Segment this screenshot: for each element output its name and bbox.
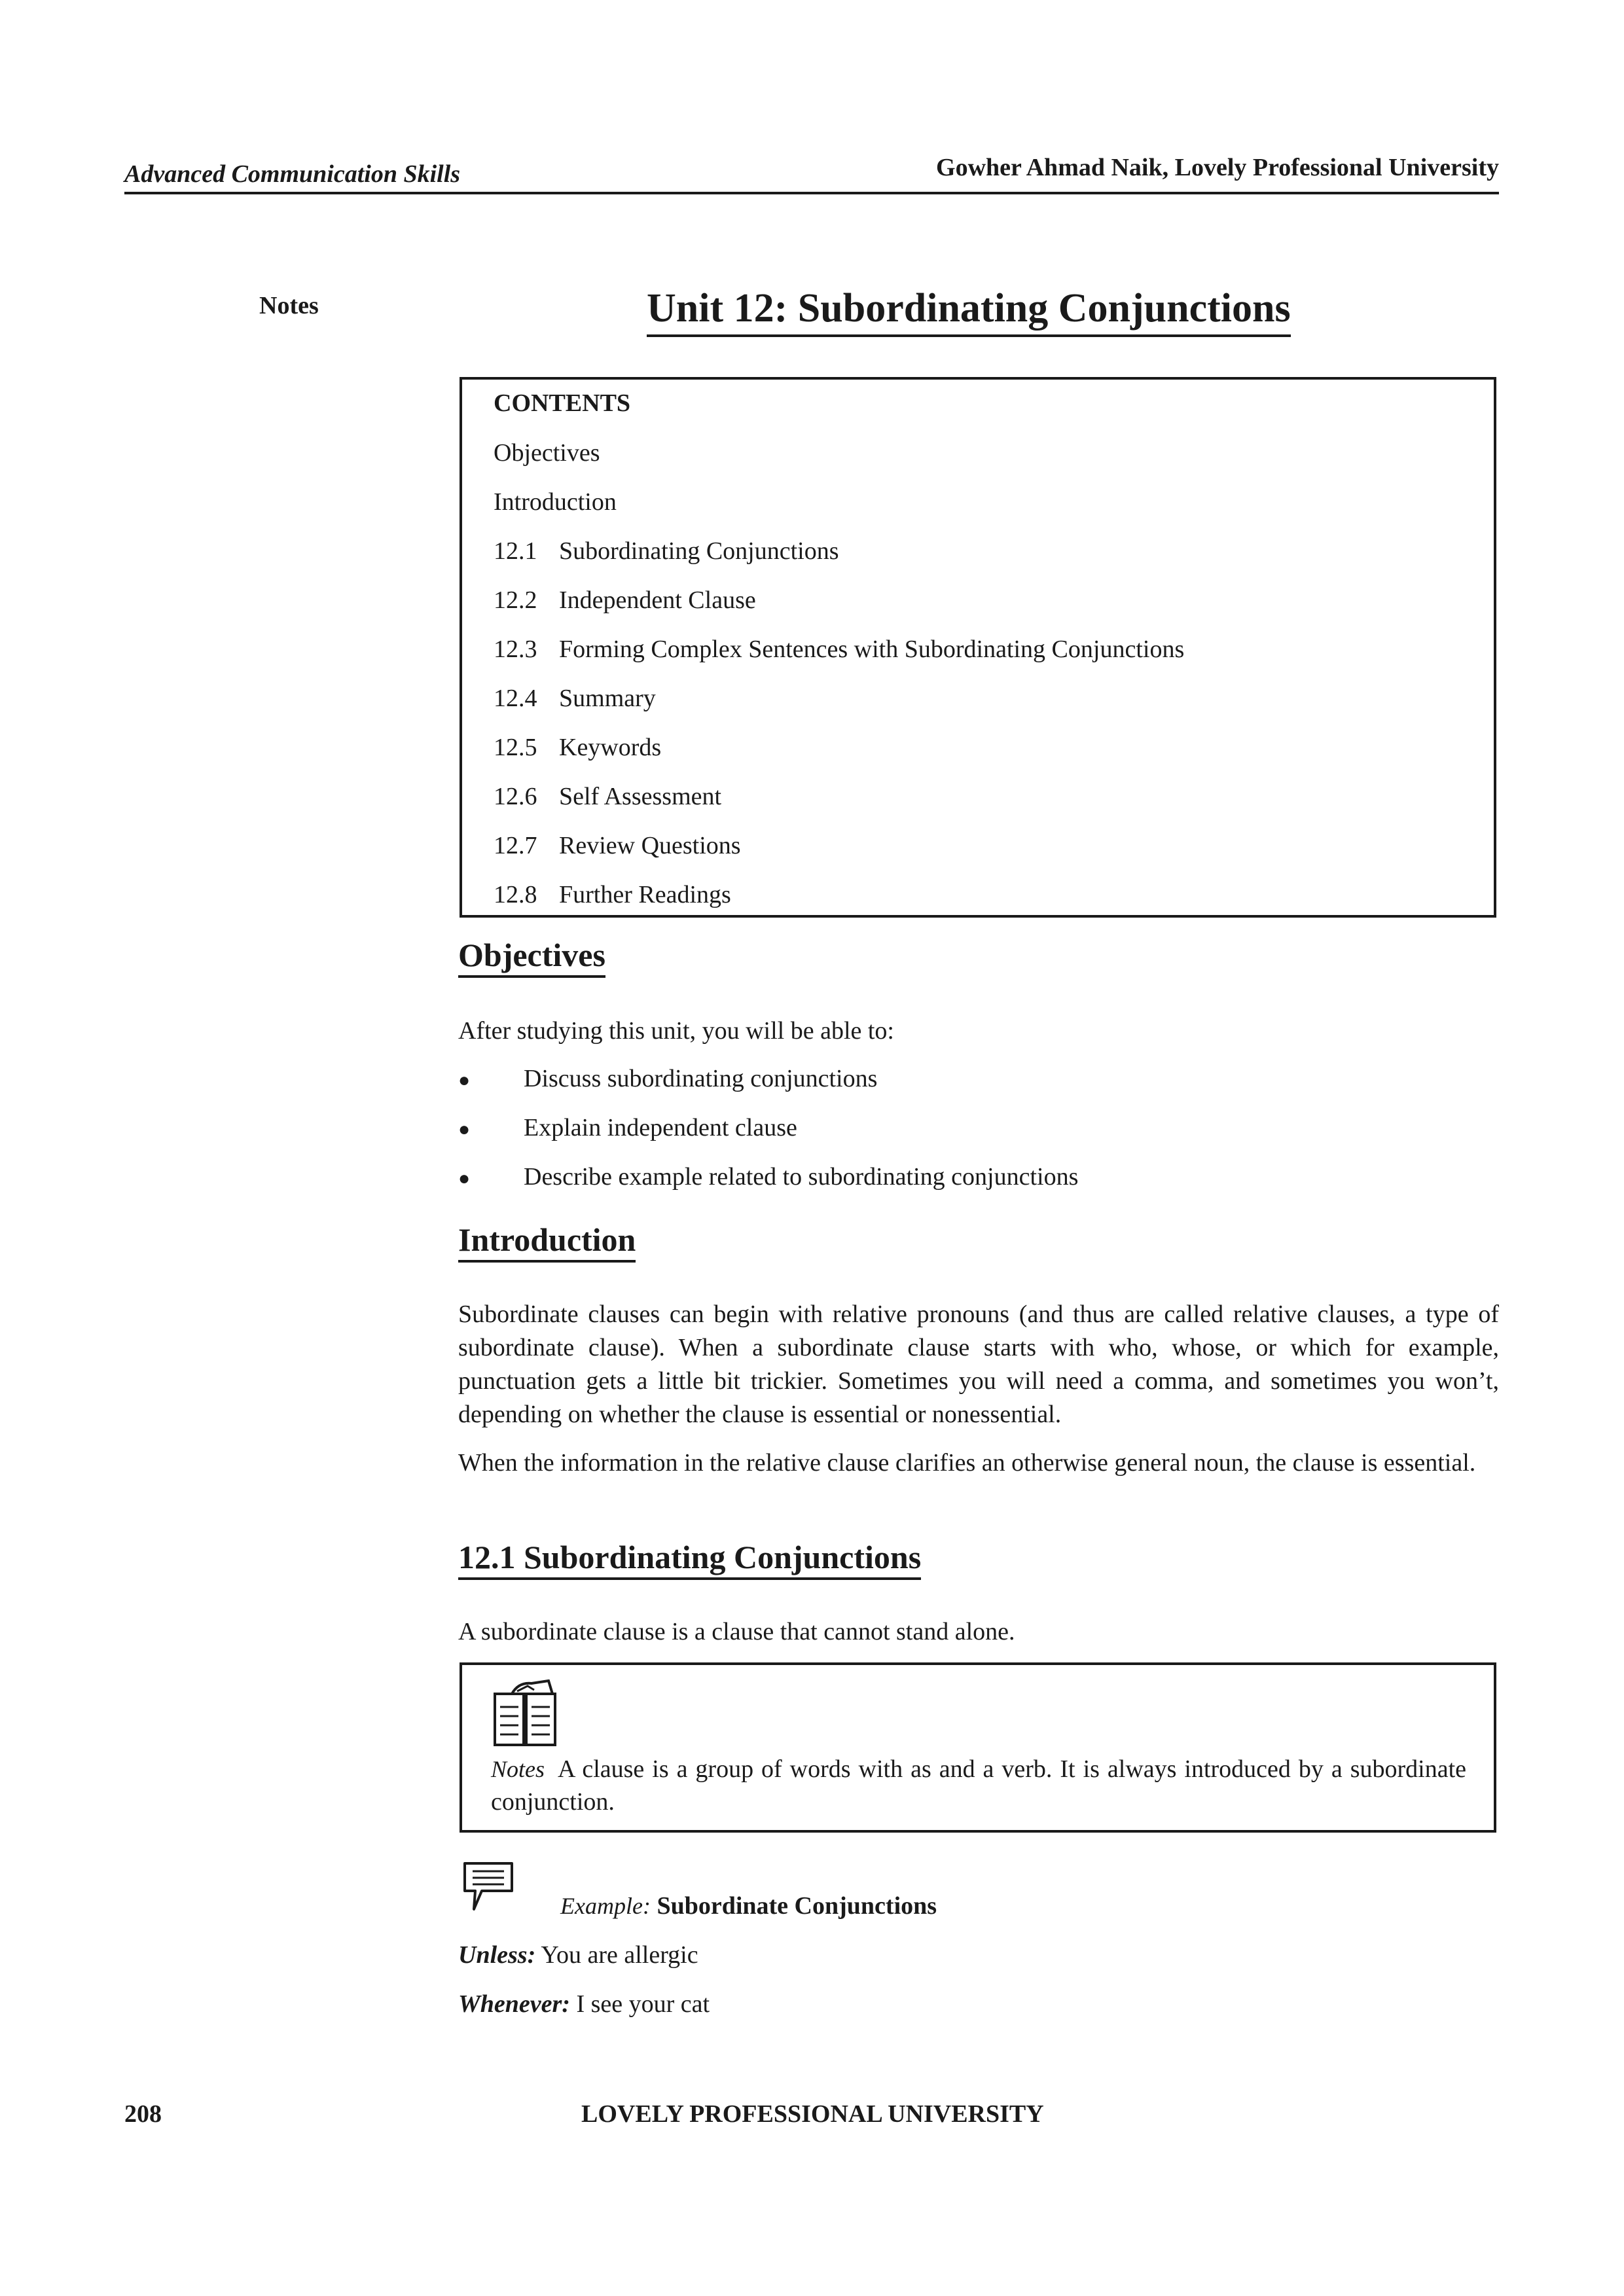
footer-university: LOVELY PROFESSIONAL UNIVERSITY xyxy=(581,2100,1044,2128)
notes-box-label: Notes xyxy=(491,1756,545,1782)
contents-item: Objectives xyxy=(494,439,600,467)
contents-item: 12.2 Independent Clause xyxy=(494,586,756,614)
contents-item: 12.3 Forming Complex Sentences with Subordinating Conjunctions xyxy=(494,636,1185,663)
margin-notes-label: Notes xyxy=(259,292,319,319)
objective-bullet: ● Discuss subordinating conjunctions xyxy=(458,1065,878,1092)
section-12-1-text: A subordinate clause is a clause that cannot stand alone. xyxy=(458,1618,1015,1645)
unit-title: Unit 12: Subordinating Conjunctions xyxy=(647,285,1291,337)
example-label: Example: xyxy=(560,1893,651,1919)
example-line: Whenever: I see your cat xyxy=(458,1990,710,2018)
introduction-paragraph-1: Subordinate clauses can begin with relative pronouns (and thus are called relative clauses, a type of subordinate clause). When a subordinate clause starts with who, whose, or which for example, punctuation gets a little bit trickier. Sometimes you will need a comma, and sometimes you won’t, depending on whether the clause is essential or nonessential. xyxy=(458,1300,1499,1428)
contents-item: 12.6 Self Assessment xyxy=(494,783,722,810)
contents-item: 12.5 Keywords xyxy=(494,734,662,761)
contents-box xyxy=(460,377,1496,918)
running-header-book-title: Advanced Communication Skills xyxy=(124,160,461,188)
objectives-intro: After studying this unit, you will be able to: xyxy=(458,1017,894,1045)
contents-item: Introduction xyxy=(494,488,617,516)
objective-bullet: ● Describe example related to subordinating conjunctions xyxy=(458,1163,1079,1191)
notes-box-text: Notes A clause is a group of words with as and a verb. It is always introduced by a subordinate conjunction. xyxy=(491,1755,1466,1816)
contents-item: 12.1 Subordinating Conjunctions xyxy=(494,537,839,565)
page-number: 208 xyxy=(124,2100,162,2128)
objective-bullet: ● Explain independent clause xyxy=(458,1114,797,1141)
introduction-paragraph-2: When the information in the relative clause clarifies an otherwise general noun, the clause is essential. xyxy=(458,1449,1476,1477)
bullet-icon: ● xyxy=(458,1168,471,1189)
contents-item: 12.7 Review Questions xyxy=(494,832,741,859)
example-title: Subordinate Conjunctions xyxy=(657,1892,937,1920)
notes-book-icon xyxy=(492,1679,558,1748)
contents-item: 12.8 Further Readings xyxy=(494,881,731,908)
objectives-title: Objectives xyxy=(458,936,605,978)
contents-heading: CONTENTS xyxy=(494,389,631,417)
example-speech-icon xyxy=(462,1861,516,1913)
header-rule xyxy=(124,192,1499,194)
bullet-icon: ● xyxy=(458,1069,471,1091)
example-heading xyxy=(560,1892,937,1920)
contents-item: 12.4 Summary xyxy=(494,685,656,712)
introduction-title: Introduction xyxy=(458,1221,636,1263)
example-line: Unless: You are allergic xyxy=(458,1941,698,1969)
bullet-icon: ● xyxy=(458,1119,471,1140)
section-12-1-title: 12.1 Subordinating Conjunctions xyxy=(458,1538,921,1580)
running-header-author: Gowher Ahmad Naik, Lovely Professional University xyxy=(936,154,1499,181)
